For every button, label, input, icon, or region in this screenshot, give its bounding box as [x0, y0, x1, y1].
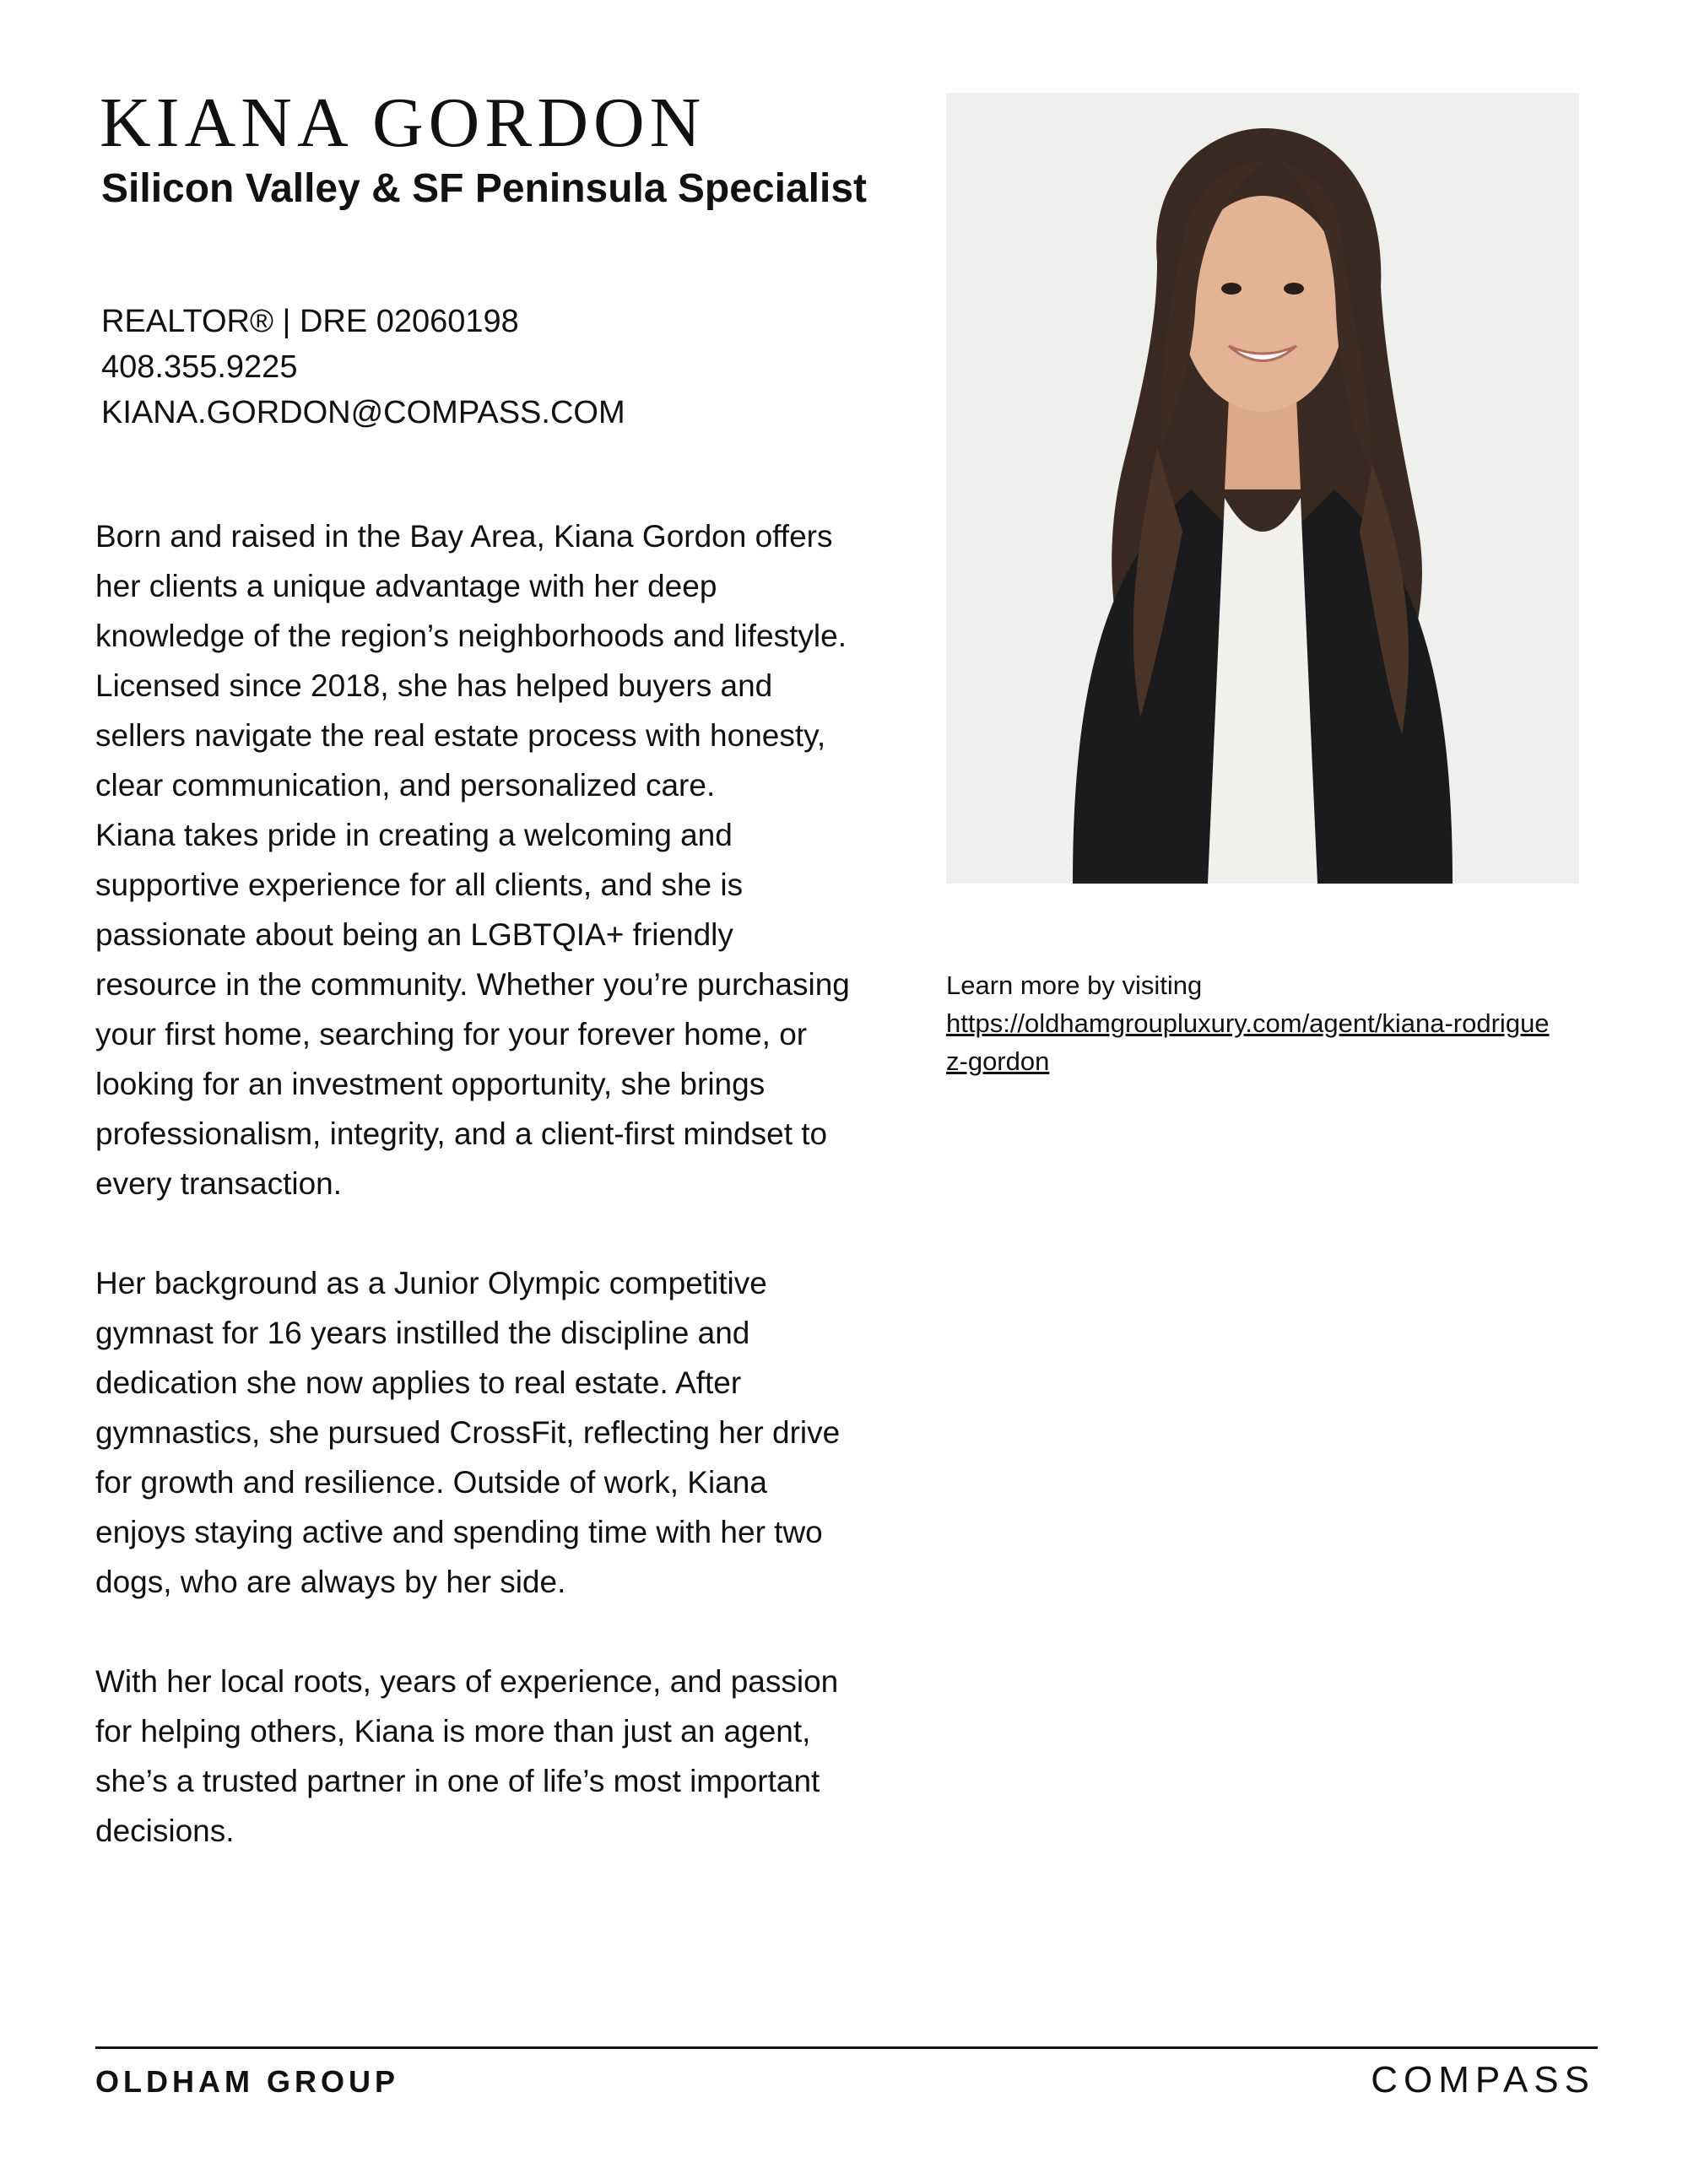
bio-paragraph: Kiana takes pride in creating a welcoming and supportive experience for all clients, and she is passionate about being an LGBTQIA+ friendly resource in the community. Whether you’re purchasing your first home, searching for your forever home, or looking for an investment opportunity, she brings professionalism, integrity, and a client-first mindset to every transaction.: [95, 818, 850, 1201]
agent-name: KIANA GORDON: [100, 84, 706, 162]
footer-divider: [95, 2046, 1598, 2049]
agent-subtitle: Silicon Valley & SF Peninsula Specialist: [101, 166, 868, 211]
bio-paragraph: Born and raised in the Bay Area, Kiana Gordon offers her clients a unique advantage with her deep knowledge of the region’s neighborhoods and lifestyle. Licensed since 2018, she has helped buyers and sellers navigate the real estate process with honesty, clear communication, and personalized care.: [95, 519, 847, 803]
oldham-group-logo: OLDHAM GROUP: [95, 2064, 399, 2099]
learn-more-text: Learn more by visiting: [946, 970, 1203, 1000]
bio-text: [95, 511, 855, 1856]
bio-paragraph: With her local roots, years of experience, and passion for helping others, Kiana is more than just an agent, she’s a trusted partner in one of life’s most important decisions.: [95, 1664, 839, 1848]
phone-number: 408.355.9225: [101, 349, 298, 385]
email-address: KIANA.GORDON@COMPASS.COM: [101, 395, 625, 430]
bio-paragraph: Her background as a Junior Olympic competitive gymnast for 16 years instilled the discipline and dedication she now applies to real estate. After gymnastics, she pursued CrossFit, reflecting her drive for growth and resilience. Outside of work, Kiana enjoys staying active and spending time with her two dogs, who are always by her side.: [95, 1266, 841, 1599]
portrait-illustration: [946, 93, 1579, 884]
learn-more-block: [946, 966, 1554, 1080]
agent-profile-link[interactable]: https://oldhamgroupluxury.com/agent/kiana-rodriguez-gordon: [946, 1008, 1550, 1076]
license-number: REALTOR® | DRE 02060198: [101, 304, 519, 339]
agent-portrait-photo: [946, 93, 1579, 884]
compass-logo: COMPASS: [1371, 2059, 1595, 2100]
contact-block: [101, 299, 625, 435]
